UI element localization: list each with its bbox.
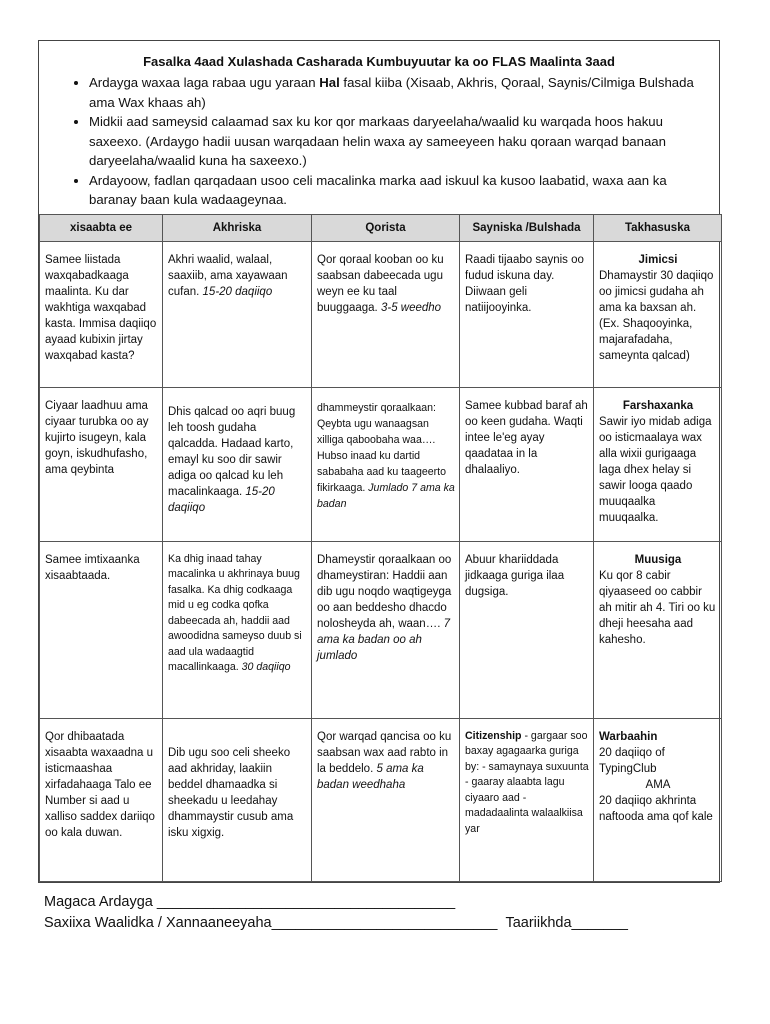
instruction-text: Ardayga waxaa laga rabaa ugu yaraan — [89, 75, 320, 90]
cell-text: Qor warqad qancisa oo ku saabsan wax aad rabto in la beddelo. — [317, 730, 452, 775]
cell-text: Dhis qalcad oo aqri buug leh toosh gudaha qalcadda. Hadaad karto, emayl ku soo dir sawir adiga oo qalcad ku leh macalinkaaga. — [168, 405, 296, 498]
cell-text: Qor qoraal kooban oo ku saabsan dabeecada ugu weyn ee ku taal buuggaaga. — [317, 253, 444, 314]
assignment-sheet — [38, 40, 720, 883]
cell-math[interactable]: Ciyaar laadhuu ama ciyaar turubka oo ay kujirto isugeyn, kala goyn, iskudhufasho, ama qeybinta — [40, 387, 163, 541]
column-header-special: Takhasuska — [594, 214, 722, 241]
cell-time: 15-20 daqiiqo — [168, 485, 275, 514]
cell-text: - gargaar soo baxay agagaarka guriga by: - samaynaya suxuunta - gaaray alaabta lagu ciyaaro aad - madadaalinta walaalkiisa yar — [465, 729, 589, 835]
student-name-line[interactable]: Magaca Ardayga _____________________________________ — [44, 894, 456, 910]
instruction-emphasis: Hal — [319, 75, 340, 90]
cell-reading[interactable] — [163, 541, 312, 718]
column-header-math: xisaabta ee — [40, 214, 163, 241]
cell-text: Ka dhig inaad tahay macalinka u akhrinaya buug fasalka. Ka dhig codkaaga mid u eg codka qofka dabeecada ah, haddii aad awoodidna sameyso duub si aad ula wadaagtid macallinkaaga. — [168, 552, 302, 673]
cell-length: 5 ama ka badan weedhaha — [317, 762, 424, 791]
instruction-item: • Ardayoow, fadlan qarqadaan usoo celi macalinka marka aad iskuul ka kusoo laabatid, waxa aan ka baranay baan kula wadaageynaa. — [89, 171, 709, 210]
cell-special[interactable] — [594, 241, 722, 387]
cell-science[interactable]: Abuur khariiddada jidkaaga guriga ilaa dugsiga. — [460, 541, 594, 718]
cell-length: Jumlado 7 ama ka badan — [317, 481, 455, 510]
cell-math[interactable]: Samee liistada waxqabadkaaga maalinta. Ku dar wakhtiga waxqabad kasta. Immisa daqiiqo ayaad kubixin jirtay waxqabad kasta? — [40, 241, 163, 387]
special-title: Muusiga — [634, 553, 682, 566]
cell-writing[interactable] — [312, 241, 460, 387]
cell-text: 20 daqiiqo of TypingClub — [599, 746, 665, 775]
column-header-science: Sayniska /Bulshada — [460, 214, 594, 241]
cell-text: Ku qor 8 cabir qiyaaseed oo cabbir ah mitir ah 4. Tiri oo ku dheji heesaha aad kahesho. — [599, 569, 716, 646]
cell-science[interactable]: Raadi tijaabo saynis oo fudud iskuna day. Diiwaan geli natiijooyinka. — [460, 241, 594, 387]
cell-reading[interactable] — [163, 387, 312, 541]
parent-signature-label: Saxiixa Waalidka / Xannaaneeyaha____________________________ — [44, 915, 498, 931]
column-header-writing: Qorista — [312, 214, 460, 241]
table-header-row — [40, 214, 722, 241]
date-line[interactable]: Taariikhda_______ — [505, 915, 628, 931]
table-row — [40, 541, 722, 718]
cell-text: Dhameystir qoraalkaan oo dhameystiran: Haddii aan dib ugu noqdo waqtigeyga oo aan beddesho dhacdo nolosheyda ah, waan…. — [317, 553, 452, 630]
or-label: AMA — [645, 778, 671, 791]
column-header-reading: Akhriska — [163, 214, 312, 241]
cell-text: Akhri waalid, walaal, saaxiib, ama xayawaan cufan. — [168, 253, 288, 298]
special-title: Warbaahin — [599, 730, 658, 743]
cell-writing[interactable] — [312, 718, 460, 881]
special-title: Farshaxanka — [622, 399, 694, 412]
special-title: Jimicsi — [638, 253, 678, 266]
cell-writing[interactable] — [312, 387, 460, 541]
instruction-item — [89, 73, 709, 112]
instructions-list — [39, 73, 719, 214]
science-emphasis: Citizenship — [465, 729, 522, 742]
cell-reading[interactable] — [163, 241, 312, 387]
cell-science[interactable] — [460, 718, 594, 881]
cell-math[interactable]: Samee imtixaanka xisaabtaada. — [40, 541, 163, 718]
cell-time: 15-20 daqiiqo — [202, 285, 273, 298]
cell-time: 30 daqiiqo — [241, 661, 291, 673]
page-title: Fasalka 4aad Xulashada Casharada Kumbuyuutar ka oo FLAS Maalinta 3aad — [143, 54, 615, 69]
cell-text: Dhamaystir 30 daqiiqo oo jimicsi gudaha ah ama ka baxsan ah. (Ex. Shaqooyinka, majarafadaha, sameynta qalcad) — [599, 269, 714, 362]
cell-special[interactable] — [594, 541, 722, 718]
cell-science[interactable]: Samee kubbad baraf ah oo keen gudaha. Waqti intee le'eg ayay qaadataa in la dhalaaliyo. — [460, 387, 594, 541]
instruction-item: • Midkii aad sameysid calaamad sax ku kor qor markaas daryeelaha/waalid ku warqada hoos hakuu saxeexo. (Ardaygo hadii uusan warqadaan helin waxa ay sameeyeen haku qoraan warqad banaan daryeelaha/waalid kuna ha saxeexo.) — [89, 112, 709, 171]
cell-text: 20 daqiiqo akhrinta naftooda ama qof kale — [599, 794, 713, 823]
activity-table — [39, 214, 722, 882]
cell-length: 3-5 weedho — [380, 301, 442, 314]
cell-special[interactable] — [594, 387, 722, 541]
cell-text: dhammeystir qoraalkaan: Qeybta ugu wanaagsan xilliga qaboobaha waa…. Hubso inaad ku dartid sababaha aad ku taageerto fikirkaaga. — [317, 401, 446, 494]
cell-special[interactable] — [594, 718, 722, 881]
cell-length: 7 ama ka badan oo ah jumlado — [317, 617, 450, 662]
cell-math[interactable]: Qor dhibaatada xisaabta waxaadna u isticmaashaa xirfadahaaga Talo ee Number si aad u xalliso saddex dariiqo oo kala duwan. — [40, 718, 163, 881]
parent-signature-line[interactable] — [44, 915, 628, 931]
table-row — [40, 387, 722, 541]
instruction-text: fasal kiiba (Xisaab, Akhris, Qoraal, Saynis/Cilmiga Bulshada ama Wax khaas ah) — [89, 75, 694, 110]
cell-reading[interactable]: Dib ugu soo celi sheeko aad akhriday, laakiin beddel dhamaadka si sheekadu u leedahay dhammaystir cusub ama isku xigxig. — [163, 718, 312, 881]
cell-writing[interactable] — [312, 541, 460, 718]
table-row — [40, 718, 722, 881]
table-row — [40, 241, 722, 387]
cell-text: Sawir iyo midab adiga oo isticmaalaya wax alla wixii gurigaaga laga dhex helay si sawir looga qaado muuqaalka muuqaalka. — [599, 415, 712, 524]
